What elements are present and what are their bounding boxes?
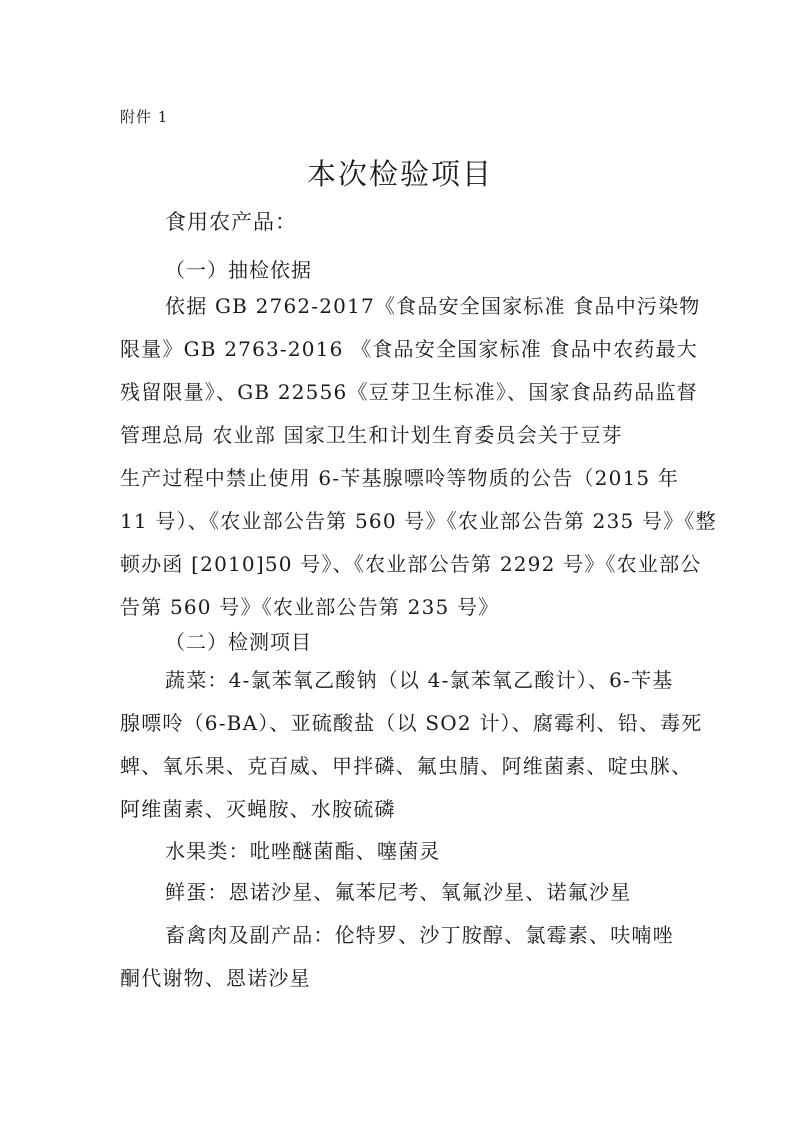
basis-line: 管理总局 农业部 国家卫生和计划生育委员会关于豆芽 bbox=[120, 423, 623, 447]
fruits-label: 水果类： bbox=[165, 839, 250, 863]
eggs-line bbox=[120, 871, 690, 914]
basis-line: 残留限量》、GB 22556《豆芽卫生标准》、国家食品药品监督 bbox=[120, 380, 698, 404]
vegetables-first-line bbox=[120, 659, 690, 702]
meat-line: 酮代谢物、恩诺沙星 bbox=[120, 966, 311, 990]
fruits-items: 吡唑醚菌酯、噻菌灵 bbox=[249, 839, 441, 863]
meat-paragraph bbox=[120, 914, 690, 1000]
basis-line: 顿办函 [2010]50 号》、《农业部公告第 2292 号》《农业部公 bbox=[120, 552, 702, 576]
meat-first-line bbox=[120, 914, 690, 957]
basis-line: 告第 560 号》《农业部公告第 235 号》 bbox=[120, 595, 500, 619]
meat-items: 伦特罗、沙丁胺醇、氯霉素、呋喃唑 bbox=[334, 923, 674, 947]
basis-line: 生产过程中禁止使用 6-苄基腺嘌呤等物质的公告（2015 年 bbox=[120, 466, 680, 490]
vegetables-line: 阿维菌素、灭蝇胺、水胺硫磷 bbox=[120, 797, 396, 821]
basis-line: 11 号）、《农业部公告第 560 号》《农业部公告第 235 号》《整 bbox=[120, 509, 717, 533]
eggs-items: 恩诺沙星、氟苯尼考、氧氟沙星、诺氟沙星 bbox=[228, 880, 632, 904]
eggs-paragraph bbox=[120, 871, 690, 914]
items-heading: （二）检测项目 bbox=[165, 630, 312, 654]
basis-line: 限量》GB 2763-2016 《食品安全国家标准 食品中农药最大 bbox=[120, 337, 698, 361]
page-title: 本次检验项目 bbox=[306, 157, 493, 191]
vegetables-line: 腺嘌呤（6-BA）、亚硫酸盐（以 SO2 计）、腐霉利、铅、毒死 bbox=[120, 711, 703, 735]
section-heading: 食用农产品： bbox=[165, 210, 297, 234]
vegetables-paragraph bbox=[120, 659, 703, 831]
fruits-line bbox=[120, 830, 690, 873]
eggs-label: 鲜蛋： bbox=[165, 880, 229, 904]
basis-paragraph bbox=[120, 285, 717, 629]
attachment-label: 附件 1 bbox=[120, 108, 169, 126]
vegetables-line: 蜱、氧乐果、克百威、甲拌磷、氟虫腈、阿维菌素、啶虫脒、 bbox=[120, 754, 693, 778]
basis-line: 依据 GB 2762-2017《食品安全国家标准 食品中污染物 bbox=[165, 294, 701, 318]
fruits-paragraph bbox=[120, 830, 690, 873]
vegetables-label: 蔬菜： bbox=[165, 668, 229, 692]
meat-label: 畜禽肉及副产品： bbox=[165, 923, 335, 947]
basis-heading: （一）抽检依据 bbox=[165, 258, 312, 282]
vegetables-items: 4-氯苯氧乙酸钠（以 4-氯苯氧乙酸计）、6-苄基 bbox=[228, 668, 674, 692]
